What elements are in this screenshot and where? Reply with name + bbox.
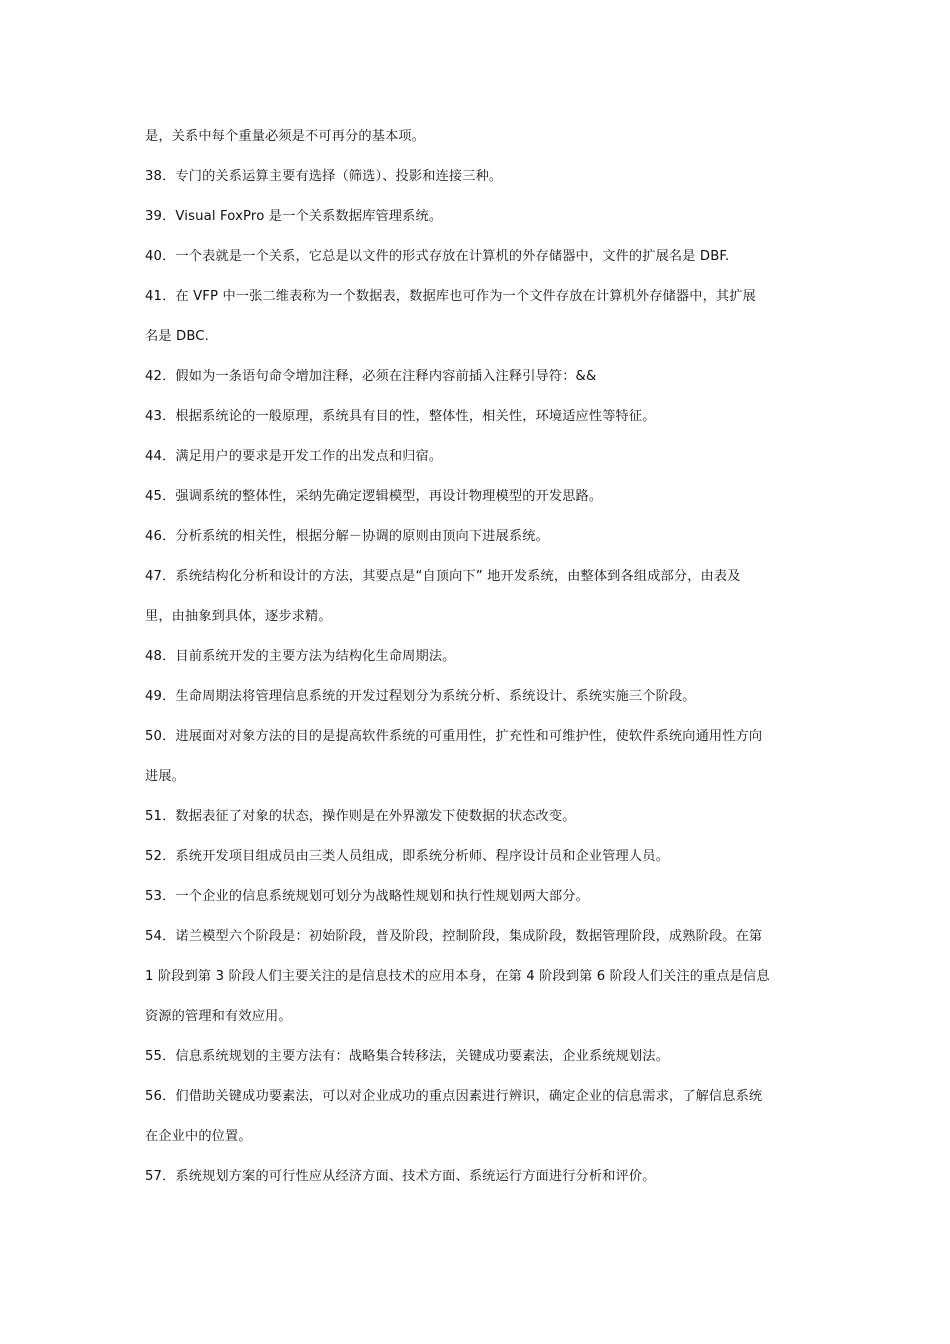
text-line: 48．目前系统开发的主要方法为结构化生命周期法。 — [145, 649, 456, 664]
text-line: 38．专门的关系运算主要有选择（筛选）、投影和连接三种。 — [145, 169, 503, 184]
text-line: 47．系统结构化分析和设计的方法，其要点是“自顶向下” 地开发系统，由整体到各组成部分，由表及 — [145, 569, 741, 584]
text-line: 43．根据系统论的一般原理，系统具有目的性，整体性，相关性，环境适应性等特征。 — [145, 409, 656, 424]
text-line: 资源的管理和有效应用。 — [145, 1009, 292, 1024]
text-line: 57．系统规划方案的可行性应从经济方面、技术方面、系统运行方面进行分析和评价。 — [145, 1169, 656, 1184]
text-line: 进展。 — [145, 769, 186, 784]
text-line: 里，由抽象到具体，逐步求精。 — [145, 609, 332, 624]
text-line: 名是 DBC. — [145, 329, 209, 344]
text-line: 41．在 VFP 中一张二维表称为一个数据表，数据库也可作为一个文件存放在计算机外存储器中，其扩展 — [145, 289, 756, 304]
text-line: 54．诺兰模型六个阶段是：初始阶段，普及阶段，控制阶段，集成阶段，数据管理阶段，成熟阶段。在第 — [145, 929, 763, 944]
text-line: 52．系统开发项目组成员由三类人员组成，即系统分析师、程序设计员和企业管理人员。 — [145, 849, 669, 864]
text-line: 39．Visual FoxPro 是一个关系数据库管理系统。 — [145, 209, 443, 224]
document-page — [145, 0, 810, 1344]
text-line: 50．进展面对对象方法的目的是提高软件系统的可重用性，扩充性和可维护性，使软件系统向通用性方向 — [145, 729, 763, 744]
text-line: 49．生命周期法将管理信息系统的开发过程划分为系统分析、系统设计、系统实施三个阶段。 — [145, 689, 696, 704]
text-line: 51．数据表征了对象的状态，操作则是在外界激发下使数据的状态改变。 — [145, 809, 576, 824]
text-line: 56．们借助关键成功要素法，可以对企业成功的重点因素进行辨识，确定企业的信息需求，了解信息系统 — [145, 1089, 763, 1104]
text-line: 55．信息系统规划的主要方法有：战略集合转移法，关键成功要素法，企业系统规划法。 — [145, 1049, 669, 1064]
text-line: 42．假如为一条语句命令增加注释，必须在注释内容前插入注释引导符：&& — [145, 369, 597, 384]
text-line: 1 阶段到第 3 阶段人们主要关注的是信息技术的应用本身，在第 4 阶段到第 6 阶段人们关注的重点是信息 — [145, 969, 770, 984]
text-line: 在企业中的位置。 — [145, 1129, 252, 1144]
text-line: 40．一个表就是一个关系，它总是以文件的形式存放在计算机的外存储器中，文件的扩展名是 DBF. — [145, 249, 730, 264]
text-line: 46．分析系统的相关性，根据分解－协调的原则由顶向下进展系统。 — [145, 529, 549, 544]
text-line: 44．满足用户的要求是开发工作的出发点和归宿。 — [145, 449, 443, 464]
text-line: 是，关系中每个重量必须是不可再分的基本项。 — [145, 129, 426, 144]
text-line: 45．强调系统的整体性，采纳先确定逻辑模型，再设计物理模型的开发思路。 — [145, 489, 603, 504]
text-line: 53．一个企业的信息系统规划可划分为战略性规划和执行性规划两大部分。 — [145, 889, 589, 904]
